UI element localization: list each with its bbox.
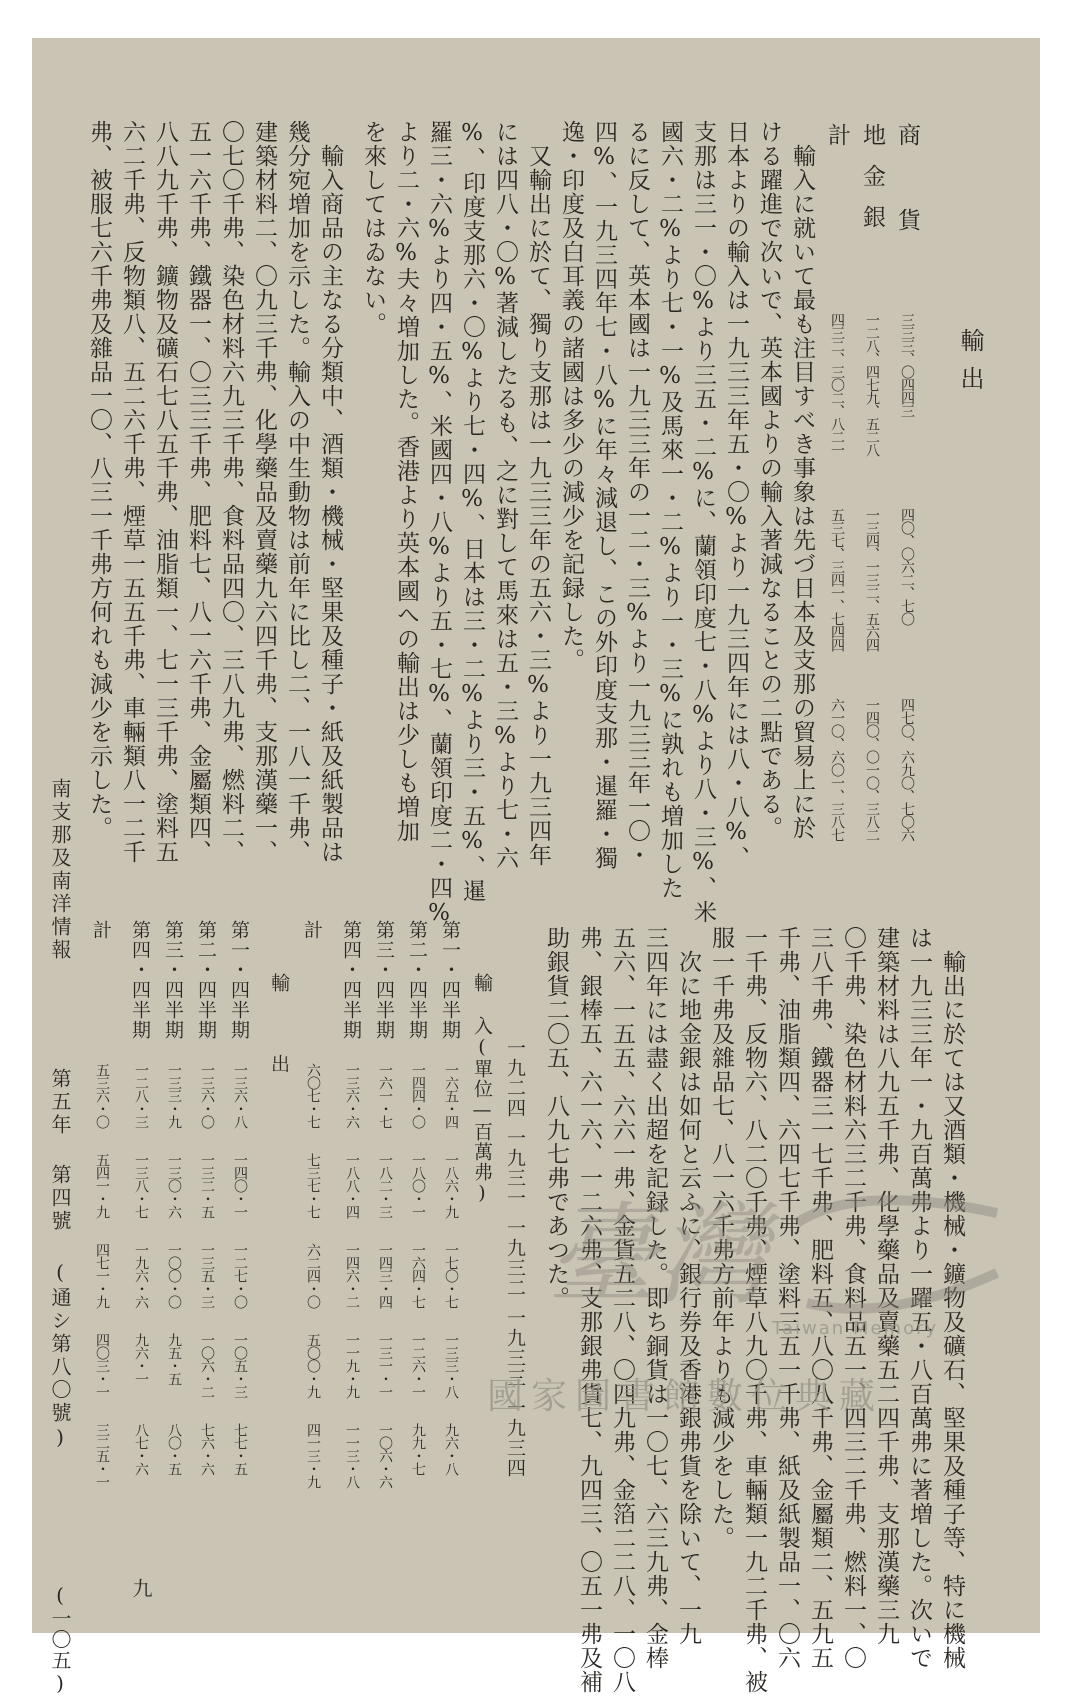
import-cell-value: 一六一・七: [377, 1063, 393, 1128]
body-text-column: るに反して、英本國は一九三三年の一二・三%より一九三三年一〇・: [624, 120, 650, 867]
import-cell-value: 一三一・一: [377, 1333, 393, 1398]
body-text-column: 建築材料二、〇九三千弗、化學藥品及賣藥九六四千弗、支那漢藥一、: [251, 120, 277, 864]
summary-value-1934: 一三四、一三二、五六四: [864, 508, 880, 651]
import-cell-value: 一八二・三: [377, 1153, 393, 1218]
watermark-library-en: Taiwan Memory: [772, 1318, 939, 1339]
body-text-column: 幾分宛増加を示した。輸入の中生動物は前年に比し二、一八一千弗、: [284, 120, 310, 864]
body-text-column: 八八九千弗、鑛物及礦石七八五千弗、油脂類一、七一三千弗、塗料五: [152, 120, 178, 864]
summary-value-1933: 一二八、四七九、五二八: [864, 313, 880, 456]
table-year-header: 一九三一: [504, 1128, 526, 1208]
body-text-column: 千弗、油脂類四、六四七千弗、塗料三五一千弗、紙及紙製品一、〇六: [774, 926, 800, 1670]
import-cell-value: 一六四・七: [410, 1243, 426, 1308]
import-cell-value: 一四四・〇: [410, 1063, 426, 1128]
export-cell-value: 五四一・九: [94, 1153, 110, 1218]
issue-info: 第五年 第四號 (通シ第八〇號): [48, 1068, 72, 1452]
body-text-column: 三四年には盡く出超を記録した。即ち銅貨は一〇七、六三九弗、金棒: [642, 926, 668, 1670]
export-cell-value: 一三五・三: [199, 1243, 215, 1308]
export-cell-value: 一三二・五: [199, 1153, 215, 1218]
import-cell-value: 九六・八: [443, 1423, 459, 1475]
export-cell-value: 一〇五・三: [232, 1333, 248, 1398]
body-text-column: 五一六千弗、鐵器一、〇三三千弗、肥料七、八一六千弗、金屬類四、: [185, 120, 211, 864]
watermark-logo-text: 臺灣: [547, 1191, 767, 1319]
import-cell-value: 一六五・四: [443, 1063, 459, 1128]
table-year-header: 一九三二: [504, 1218, 526, 1298]
export-row-label: 第四・四半期: [129, 920, 151, 1040]
import-table-title: 輸 入(單位—百萬弗): [471, 973, 493, 1205]
export-cell-value: 四七一・九: [94, 1243, 110, 1308]
body-text-column: 弗、銀棒五、六一六、一二六弗、支那銀弗貨七、九四三、〇五一弗及補: [576, 926, 602, 1694]
import-cell-value: 一三六・六: [344, 1063, 360, 1128]
body-text-column: 輸出に於ては又酒類・機械・鑛物及礦石、堅果及種子等、特に機械: [939, 950, 965, 1670]
watermark-library-name: 國家圖書館數位典藏: [487, 1376, 884, 1417]
body-text-column: より二・六%夫々増加した。香港より英本國への輸出は少しも増加: [393, 120, 419, 843]
body-text-column: 助銀貨二〇五、八九七弗であつた。: [543, 926, 569, 1310]
body-text-column: 五六、一五五、六六一弗、金貨五二八、〇四九弗、金箔二二八、一〇八: [609, 926, 635, 1694]
page-number-total: (一〇五): [48, 1583, 72, 1696]
summary-value-1934: 五三七、三四一、七四四: [829, 508, 845, 651]
body-text-column: 支那は三一・〇%より三五・二%に、蘭領印度七・八%より八・三%、米: [690, 120, 716, 924]
export-cell-value: 一〇六・二: [199, 1333, 215, 1398]
export-row-label: 計: [90, 920, 112, 940]
import-cell-value: 一四六・二: [344, 1243, 360, 1308]
summary-value-total: 四七〇、六九〇、七〇六: [899, 698, 915, 841]
import-cell-value: 六二四・〇: [305, 1243, 321, 1308]
import-cell-value: 一〇六・六: [377, 1423, 393, 1488]
export-cell-value: 七六・六: [199, 1423, 215, 1475]
export-row-label: 第二・四半期: [195, 920, 217, 1040]
table-year-header: 一九二四: [504, 1038, 526, 1118]
import-row-label: 第二・四半期: [406, 920, 428, 1040]
body-text-column: 〇七〇千弗、染色材料六九三千弗、食料品四〇、三八九弗、燃料二、: [218, 120, 244, 864]
import-cell-value: 一三三・八: [443, 1333, 459, 1398]
body-text-column: 日本よりの輸入は一九三三年五・〇%より一九三四年には八・八%、: [723, 120, 749, 870]
import-cell-value: 四一三・九: [305, 1423, 321, 1488]
body-text-column: 逸・印度及白耳義の諸國は多少の減少を記録した。: [558, 120, 584, 672]
body-text-column: は一九三三年一・九百萬弗より一躍五・八百萬弗に著増した。次いで: [906, 926, 932, 1670]
document-page: [32, 38, 1040, 1696]
import-row-label: 第四・四半期: [340, 920, 362, 1040]
import-row-label: 第一・四半期: [439, 920, 461, 1040]
export-cell-value: 四〇三・一: [94, 1333, 110, 1398]
import-cell-value: 一一九・九: [344, 1333, 360, 1398]
body-text-column: 輸入に就いて最も注目すべき事象は先づ日本及支那の貿易上に於: [789, 144, 815, 840]
import-row-label: 計: [301, 920, 323, 940]
import-cell-value: 六〇七・七: [305, 1063, 321, 1128]
export-cell-value: 七七・五: [232, 1423, 248, 1475]
body-text-column: 一千弗、反物六、八二〇千弗、煙草八九〇千弗、車輛類一九二千弗、被: [741, 926, 767, 1694]
table-year-header: 一九三三: [504, 1308, 526, 1388]
export-cell-value: 一二八・三: [133, 1063, 149, 1128]
import-cell-value: 一七〇・七: [443, 1243, 459, 1308]
export-cell-value: 三二五・一: [94, 1423, 110, 1488]
export-cell-value: 一四〇・一: [232, 1153, 248, 1218]
body-text-column: 〇千弗、染色材料六三二千弗、食料品五一、四三二千弗、燃料一、〇: [840, 926, 866, 1670]
import-cell-value: 九九・七: [410, 1423, 426, 1475]
import-cell-value: 五〇〇・九: [305, 1333, 321, 1398]
body-text-column: 國六・二%より七・一%及馬來一・二%より一・三%に孰れも増加した: [657, 120, 683, 900]
export-cell-value: 一二七・〇: [232, 1243, 248, 1308]
summary-value-1934: 四〇、〇六二、七〇: [899, 508, 915, 625]
body-text-column: 六二千弗、反物類八、五二六千弗、煙草一五五千弗、車輛類八一二千: [119, 120, 145, 864]
summary-value-1933: 三三三、〇四四三: [899, 313, 915, 417]
body-text-column: 建築材料は八九五千弗、化學藥品及賣藥五二四千弗、支那漢藥三九: [873, 926, 899, 1646]
export-cell-value: 九六・一: [133, 1333, 149, 1385]
import-cell-value: 一八六・九: [443, 1153, 459, 1218]
summary-row-label: 計: [824, 123, 850, 164]
import-cell-value: 一一三・八: [344, 1423, 360, 1488]
summary-row-label: 商 貨: [894, 123, 920, 249]
export-table-title: 輸 出: [268, 973, 290, 1093]
summary-value-total: 六一〇、六〇一、三八七: [829, 698, 845, 841]
body-text-column: 弗、被服七六千弗及雜品一〇、八三一千弗方何れも減少を示した。: [86, 120, 112, 840]
body-text-column: 又輸出に於て、獨り支那は一九三三年の五六・三%より一九三四年: [525, 144, 551, 867]
export-row-label: 第一・四半期: [228, 920, 250, 1040]
export-cell-value: 一九六・六: [133, 1243, 149, 1308]
import-row-label: 第三・四半期: [373, 920, 395, 1040]
export-cell-value: 一三八・七: [133, 1153, 149, 1218]
import-cell-value: 一四三・四: [377, 1243, 393, 1308]
body-text-column: を來してはゐない。: [360, 120, 386, 336]
export-cell-value: 一三三・九: [166, 1063, 182, 1128]
body-text-column: 次に地金銀は如何と云ふに、銀行券及香港銀弗貨を除いて、一九: [675, 950, 701, 1646]
import-cell-value: 一二六・一: [410, 1333, 426, 1398]
journal-title: 南支那及南洋情報: [48, 778, 72, 962]
export-cell-value: 九五・五: [166, 1333, 182, 1385]
body-text-column: 輸入商品の主なる分類中、酒類・機械・堅果及種子・紙及紙製品は: [317, 144, 343, 864]
export-row-label: 第三・四半期: [162, 920, 184, 1040]
import-cell-value: 一八〇・一: [410, 1153, 426, 1218]
section-heading: 輸出: [956, 328, 984, 404]
import-cell-value: 七三七・七: [305, 1153, 321, 1218]
body-text-column: には四八・〇%著減したるも、之に對して馬來は五・三%より七・六: [492, 120, 518, 870]
export-cell-value: 一三〇・六: [166, 1153, 182, 1218]
page-number: 九: [129, 1578, 153, 1599]
body-text-column: 羅三・六%より四・五%、米國四・八%より五・七%、蘭領印度二・四%: [426, 120, 452, 927]
export-cell-value: 八〇・五: [166, 1423, 182, 1475]
export-cell-value: 一三六・八: [232, 1063, 248, 1128]
summary-row-label: 地金銀: [859, 123, 885, 246]
export-cell-value: 五三六・〇: [94, 1063, 110, 1128]
export-cell-value: 八七・六: [133, 1423, 149, 1475]
body-text-column: 三八千弗、鐵器三一七千弗、肥料五、八〇八千弗、金屬類二、五九五: [807, 926, 833, 1670]
summary-value-total: 一四〇、〇一〇、三八二: [864, 698, 880, 841]
body-text-column: ける躍進で次いで、英本國よりの輸入著減なることの二點である。: [756, 120, 782, 840]
table-year-header: 一九三四: [504, 1398, 526, 1478]
body-text-column: %、印度支那六・〇%より七・四%、日本は三・二%より三・五%、暹: [459, 120, 485, 903]
export-cell-value: 一〇〇・〇: [166, 1243, 182, 1308]
export-cell-value: 一三六・〇: [199, 1063, 215, 1128]
body-text-column: 四%、一九三四年七・八%に年々減退し、この外印度支那・暹羅・獨: [591, 120, 617, 870]
body-text-column: 服一千弗及雜品七、八一六千弗方前年よりも減少をした。: [708, 926, 734, 1550]
summary-value-1933: 四三二、三〇二、八二一: [829, 313, 845, 456]
watermark-logo: [537, 1183, 1017, 1333]
import-cell-value: 一八八・四: [344, 1153, 360, 1218]
